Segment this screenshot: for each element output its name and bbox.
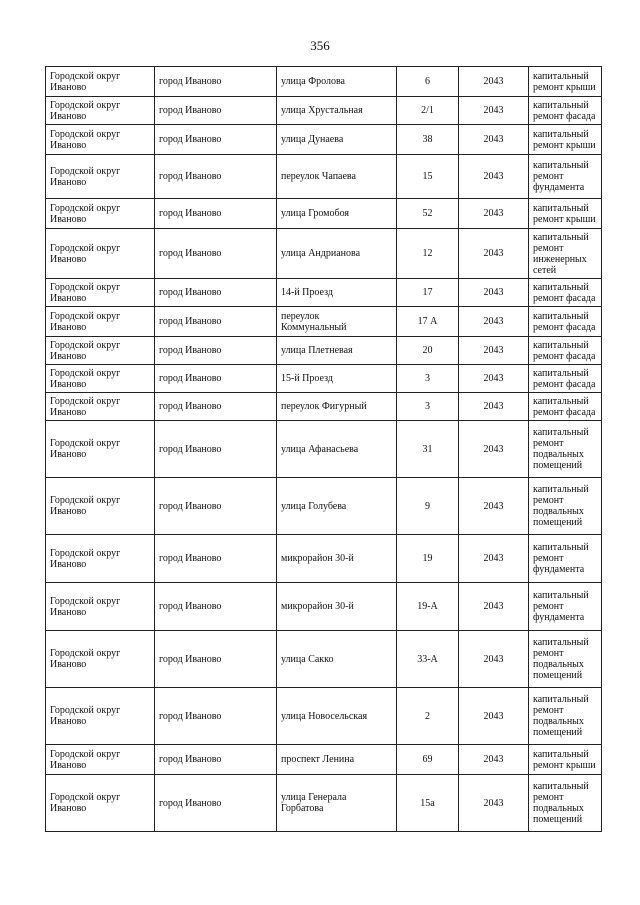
work-type-cell-line: капитальный: [533, 99, 589, 111]
table-row: [46, 365, 602, 393]
street-cell: [277, 155, 397, 199]
house-number-cell: 33-А: [397, 631, 459, 688]
house-number-cell: 17 А: [397, 307, 459, 337]
table-body: [46, 67, 602, 832]
street-cell: [277, 535, 397, 583]
year-cell: 2043: [459, 393, 529, 421]
table-row: [46, 478, 602, 535]
work-type-cell-line: помещений: [533, 814, 583, 825]
district-cell: [46, 307, 155, 337]
district-cell-line: Иваново: [50, 378, 87, 390]
work-type-cell-line: капитальный: [533, 231, 589, 243]
work-type-cell-line: капитальный: [533, 395, 589, 407]
work-type-cell-line: ремонт: [533, 601, 564, 612]
house-number-cell: 19-А: [397, 583, 459, 631]
street-cell-line: улица Фролова: [281, 76, 345, 87]
street-cell-line: улица Хрустальная: [281, 105, 363, 116]
city-cell: город Иваново: [155, 365, 277, 393]
table-row: [46, 199, 602, 229]
district-cell-line: Иваново: [50, 213, 87, 225]
work-type-cell-line: помещений: [533, 670, 583, 681]
year-cell: 2043: [459, 583, 529, 631]
district-cell: [46, 229, 155, 279]
table-row: [46, 393, 602, 421]
district-cell-line: Городской округ: [50, 748, 121, 760]
year-cell: 2043: [459, 631, 529, 688]
work-type-cell: [529, 478, 602, 535]
work-type-cell-line: подвальных: [533, 659, 584, 670]
district-cell-line: Иваново: [50, 176, 87, 188]
street-cell: [277, 775, 397, 832]
work-type-cell-line: помещений: [533, 460, 583, 471]
work-type-cell-line: ремонт крыши: [533, 213, 596, 225]
year-cell: 2043: [459, 688, 529, 745]
work-type-cell-line: ремонт фасада: [533, 350, 596, 362]
house-number-cell: 31: [397, 421, 459, 478]
district-cell-line: Городской округ: [50, 705, 121, 716]
table-row: [46, 535, 602, 583]
table-row: [46, 631, 602, 688]
street-cell: [277, 421, 397, 478]
district-cell: [46, 535, 155, 583]
city-cell: город Иваново: [155, 775, 277, 832]
district-cell-line: Городской округ: [50, 281, 121, 293]
city-cell: город Иваново: [155, 307, 277, 337]
district-cell-line: Городской округ: [50, 547, 121, 559]
district-cell: [46, 631, 155, 688]
district-cell-line: Городской округ: [50, 242, 121, 254]
work-type-cell: [529, 583, 602, 631]
table-row: [46, 775, 602, 832]
work-type-cell-line: ремонт фасада: [533, 406, 596, 418]
district-cell-line: Иваново: [50, 110, 87, 122]
work-type-cell-line: капитальный: [533, 281, 589, 293]
district-cell-line: Иваново: [50, 716, 87, 727]
year-cell: 2043: [459, 279, 529, 307]
work-type-cell-line: фундамента: [533, 564, 585, 575]
house-number-cell: 2/1: [397, 97, 459, 125]
street-cell-line: Коммунальный: [281, 321, 347, 333]
work-type-cell-line: подвальных: [533, 506, 584, 517]
district-cell: [46, 478, 155, 535]
house-number-cell: 3: [397, 393, 459, 421]
district-cell: [46, 97, 155, 125]
city-cell: город Иваново: [155, 421, 277, 478]
city-cell: город Иваново: [155, 745, 277, 775]
city-cell: город Иваново: [155, 337, 277, 365]
street-cell-line: Горбатова: [281, 803, 324, 814]
house-number-cell: 15: [397, 155, 459, 199]
work-type-cell-line: ремонт фасада: [533, 321, 596, 333]
work-type-cell: [529, 155, 602, 199]
city-cell: город Иваново: [155, 125, 277, 155]
district-cell-line: Иваново: [50, 139, 87, 151]
repair-schedule-table: [45, 66, 602, 832]
street-cell: [277, 97, 397, 125]
street-cell-line: улица Дунаева: [281, 134, 344, 145]
district-cell: [46, 688, 155, 745]
street-cell-line: улица Голубева: [281, 500, 347, 512]
street-cell: [277, 199, 397, 229]
street-cell: [277, 67, 397, 97]
district-cell-line: Городской округ: [50, 648, 121, 659]
work-type-cell: [529, 67, 602, 97]
work-type-cell: [529, 199, 602, 229]
city-cell: город Иваново: [155, 631, 277, 688]
street-cell: [277, 688, 397, 745]
work-type-cell: [529, 125, 602, 155]
work-type-cell-line: сетей: [533, 264, 557, 276]
work-type-cell-line: ремонт крыши: [533, 139, 596, 151]
street-cell: [277, 365, 397, 393]
district-cell: [46, 745, 155, 775]
work-type-cell: [529, 229, 602, 279]
district-cell-line: Иваново: [50, 406, 87, 418]
district-cell-line: Иваново: [50, 759, 87, 771]
work-type-cell-line: ремонт крыши: [533, 81, 596, 93]
district-cell-line: Городской округ: [50, 595, 121, 607]
district-cell: [46, 421, 155, 478]
street-cell: [277, 229, 397, 279]
district-cell: [46, 67, 155, 97]
year-cell: 2043: [459, 307, 529, 337]
work-type-cell-line: капитальный: [533, 694, 589, 705]
year-cell: 2043: [459, 745, 529, 775]
district-cell-line: Иваново: [50, 803, 87, 814]
street-cell: [277, 631, 397, 688]
year-cell: 2043: [459, 67, 529, 97]
table-row: [46, 279, 602, 307]
district-cell-line: Городской округ: [50, 310, 121, 322]
district-cell-line: Городской округ: [50, 495, 121, 506]
work-type-cell-line: капитальный: [533, 748, 589, 760]
street-cell: [277, 337, 397, 365]
work-type-cell-line: капитальный: [533, 484, 589, 495]
work-type-cell-line: подвальных: [533, 449, 584, 460]
city-cell: город Иваново: [155, 478, 277, 535]
work-type-cell: [529, 279, 602, 307]
table-row: [46, 67, 602, 97]
district-cell-line: Городской округ: [50, 70, 121, 82]
city-cell: город Иваново: [155, 155, 277, 199]
work-type-cell: [529, 631, 602, 688]
work-type-cell-line: ремонт фасада: [533, 292, 596, 304]
street-cell-line: микрорайон 30-й: [281, 601, 354, 612]
work-type-cell-line: ремонт фасада: [533, 378, 596, 390]
district-cell-line: Иваново: [50, 321, 87, 333]
table-row: [46, 97, 602, 125]
work-type-cell: [529, 393, 602, 421]
table-row: [46, 583, 602, 631]
work-type-cell: [529, 337, 602, 365]
work-type-cell: [529, 365, 602, 393]
work-type-cell: [529, 535, 602, 583]
work-type-cell-line: ремонт: [533, 648, 564, 659]
work-type-cell-line: капитальный: [533, 637, 589, 648]
street-cell: [277, 745, 397, 775]
work-type-cell-line: фундамента: [533, 182, 585, 193]
work-type-cell-line: ремонт: [533, 705, 564, 716]
year-cell: 2043: [459, 97, 529, 125]
street-cell-line: проспект Ленина: [281, 754, 355, 765]
district-cell-line: Городской округ: [50, 165, 121, 177]
work-type-cell-line: капитальный: [533, 70, 589, 82]
work-type-cell-line: помещений: [533, 727, 583, 738]
house-number-cell: 20: [397, 337, 459, 365]
street-cell-line: улица Андрианова: [281, 248, 361, 259]
street-cell-line: улица Генерала: [281, 792, 347, 803]
street-cell-line: переулок: [281, 310, 320, 322]
table-row: [46, 688, 602, 745]
district-cell-line: Иваново: [50, 659, 87, 670]
street-cell-line: улица Сакко: [281, 653, 334, 665]
house-number-cell: 9: [397, 478, 459, 535]
house-number-cell: 15а: [397, 775, 459, 832]
year-cell: 2043: [459, 478, 529, 535]
district-cell: [46, 393, 155, 421]
work-type-cell: [529, 745, 602, 775]
street-cell: [277, 279, 397, 307]
work-type-cell-line: подвальных: [533, 803, 584, 814]
work-type-cell-line: капитальный: [533, 367, 589, 379]
house-number-cell: 69: [397, 745, 459, 775]
city-cell: город Иваново: [155, 688, 277, 745]
street-cell-line: микрорайон 30-й: [281, 553, 354, 564]
work-type-cell-line: инженерных: [533, 253, 587, 265]
district-cell: [46, 583, 155, 631]
city-cell: город Иваново: [155, 393, 277, 421]
district-cell-line: Иваново: [50, 606, 87, 618]
table-row: [46, 155, 602, 199]
year-cell: 2043: [459, 229, 529, 279]
work-type-cell: [529, 775, 602, 832]
work-type-cell-line: ремонт фасада: [533, 110, 596, 122]
year-cell: 2043: [459, 337, 529, 365]
district-cell: [46, 279, 155, 307]
work-type-cell-line: капитальный: [533, 590, 589, 601]
district-cell-line: Городской округ: [50, 128, 121, 140]
district-cell-line: Городской округ: [50, 202, 121, 214]
work-type-cell: [529, 307, 602, 337]
work-type-cell-line: ремонт: [533, 495, 564, 506]
page-number: 356: [310, 38, 330, 53]
city-cell: город Иваново: [155, 535, 277, 583]
house-number-cell: 52: [397, 199, 459, 229]
table-row: [46, 745, 602, 775]
district-cell-line: Иваново: [50, 253, 87, 265]
house-number-cell: 2: [397, 688, 459, 745]
street-cell-line: переулок Чапаева: [281, 171, 356, 182]
house-number-cell: 12: [397, 229, 459, 279]
district-cell-line: Городской округ: [50, 792, 121, 803]
table-row: [46, 307, 602, 337]
work-type-cell-line: капитальный: [533, 781, 589, 792]
work-type-cell-line: помещений: [533, 517, 583, 528]
street-cell: [277, 478, 397, 535]
house-number-cell: 38: [397, 125, 459, 155]
district-cell-line: Иваново: [50, 506, 87, 517]
city-cell: город Иваново: [155, 67, 277, 97]
district-cell: [46, 155, 155, 199]
work-type-cell-line: ремонт: [533, 553, 564, 564]
work-type-cell-line: капитальный: [533, 202, 589, 214]
work-type-cell-line: капитальный: [533, 427, 589, 438]
city-cell: город Иваново: [155, 279, 277, 307]
year-cell: 2043: [459, 775, 529, 832]
district-cell-line: Иваново: [50, 558, 87, 570]
district-cell-line: Городской округ: [50, 339, 121, 351]
work-type-cell: [529, 421, 602, 478]
work-type-cell-line: ремонт: [533, 438, 564, 449]
district-cell-line: Городской округ: [50, 367, 121, 379]
district-cell: [46, 337, 155, 365]
street-cell-line: 14-й Проезд: [281, 287, 333, 298]
district-cell: [46, 365, 155, 393]
year-cell: 2043: [459, 199, 529, 229]
district-cell: [46, 199, 155, 229]
street-cell-line: улица Громобоя: [281, 208, 349, 219]
work-type-cell: [529, 688, 602, 745]
work-type-cell-line: фундамента: [533, 612, 585, 623]
district-cell-line: Иваново: [50, 449, 87, 460]
street-cell-line: улица Новосельская: [281, 710, 368, 722]
city-cell: город Иваново: [155, 97, 277, 125]
city-cell: город Иваново: [155, 199, 277, 229]
street-cell-line: переулок Фигурный: [281, 401, 367, 412]
house-number-cell: 19: [397, 535, 459, 583]
work-type-cell-line: подвальных: [533, 716, 584, 727]
street-cell-line: улица Плетневая: [281, 345, 353, 356]
street-cell-line: улица Афанасьева: [281, 443, 359, 455]
work-type-cell-line: капитальный: [533, 310, 589, 322]
house-number-cell: 6: [397, 67, 459, 97]
year-cell: 2043: [459, 155, 529, 199]
table-row: [46, 421, 602, 478]
table-row: [46, 337, 602, 365]
table-row: [46, 125, 602, 155]
street-cell: [277, 583, 397, 631]
year-cell: 2043: [459, 535, 529, 583]
work-type-cell: [529, 97, 602, 125]
year-cell: 2043: [459, 365, 529, 393]
city-cell: город Иваново: [155, 583, 277, 631]
work-type-cell-line: капитальный: [533, 542, 589, 553]
street-cell-line: 15-й Проезд: [281, 373, 333, 384]
table-row: [46, 229, 602, 279]
district-cell-line: Иваново: [50, 350, 87, 362]
district-cell-line: Городской округ: [50, 438, 121, 449]
work-type-cell-line: капитальный: [533, 160, 589, 171]
street-cell: [277, 125, 397, 155]
street-cell: [277, 307, 397, 337]
street-cell: [277, 393, 397, 421]
district-cell-line: Иваново: [50, 81, 87, 93]
work-type-cell-line: ремонт крыши: [533, 759, 596, 771]
work-type-cell-line: ремонт: [533, 171, 564, 182]
district-cell-line: Иваново: [50, 292, 87, 304]
work-type-cell-line: капитальный: [533, 128, 589, 140]
district-cell-line: Городской округ: [50, 99, 121, 111]
house-number-cell: 3: [397, 365, 459, 393]
work-type-cell-line: капитальный: [533, 339, 589, 351]
district-cell: [46, 125, 155, 155]
work-type-cell-line: ремонт: [533, 792, 564, 803]
house-number-cell: 17: [397, 279, 459, 307]
work-type-cell-line: ремонт: [533, 242, 564, 254]
year-cell: 2043: [459, 421, 529, 478]
city-cell: город Иваново: [155, 229, 277, 279]
year-cell: 2043: [459, 125, 529, 155]
district-cell: [46, 775, 155, 832]
district-cell-line: Городской округ: [50, 395, 121, 407]
